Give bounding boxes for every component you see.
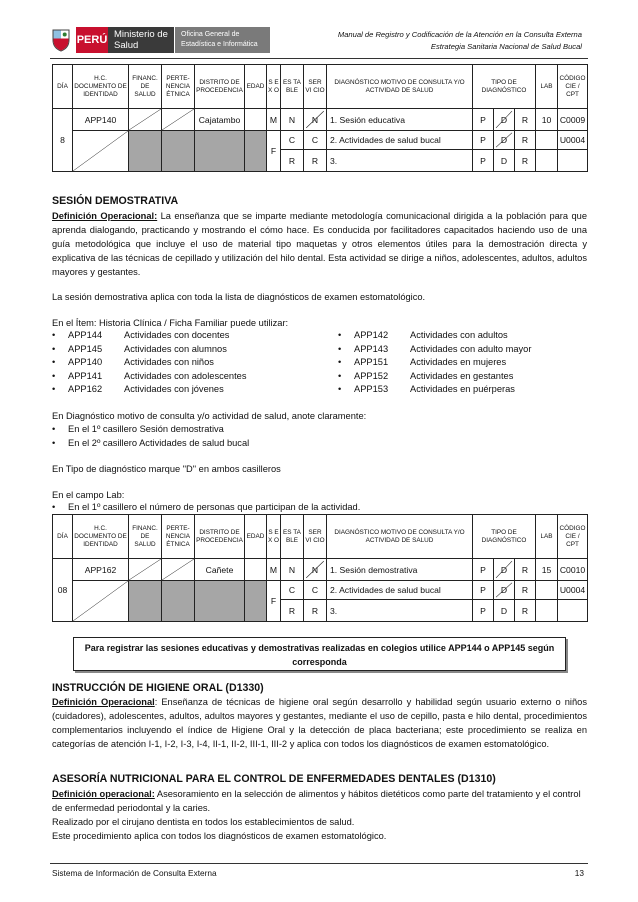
financ-shaded-cell [129, 131, 162, 172]
ser-cell: N [304, 559, 327, 581]
header-tipo: TIPO DE DIAGNÓSTICO [473, 65, 536, 109]
diag-intro: En Diagnóstico motivo de consulta y/o actividad de salud, anote claramente: [52, 411, 367, 421]
lab-list [52, 501, 360, 515]
edad-shaded-cell [245, 131, 267, 172]
hc-cell: APP162 [73, 559, 129, 581]
diag-list [52, 423, 249, 450]
diagnostico-cell: 2. Actividades de salud bucal [327, 131, 473, 150]
asesoria-definition-label: Definición operacional: [52, 789, 155, 799]
pertenencia-shaded-cell [162, 581, 195, 622]
diagnostico-cell: 2. Actividades de salud bucal [327, 581, 473, 600]
list-item: • APP145 Actividades con alumnos [52, 343, 227, 354]
header-financ: FINANC. DE SALUD [129, 65, 162, 109]
diagnostico-cell: 3. [327, 600, 473, 622]
tipo-r-cell: R [515, 109, 536, 131]
list-item: • APP142 Actividades con adultos [338, 330, 508, 340]
header-pertenencia: PERTE- NENCIA ÉTNICA [162, 515, 195, 559]
tipo-p-cell: P [473, 109, 494, 131]
sesion-definition-text: La enseñanza que se imparte mediante metodología comunicacional dirigida a la población para que aprenda dialogando, practicando y mostrando el cómo hace. Es conducida por facilitadores capacitados haciendo uso de una guía metodológica que incluye el uso de material tipo maquetas y otros elementos útiles para la demostración directa y explicativa de las técnicas de cepillado y utilización del hilo dental. Esta actividad se dirige a niños, adolescentes, adultos, adultos mayores y gestantes. [52, 211, 587, 277]
dia-cell: 8 [53, 109, 73, 172]
header-lab: LAB [536, 515, 558, 559]
lab-intro: En el campo Lab: [52, 490, 125, 500]
asesoria-line3: Este procedimiento aplica con todos los diagnósticos de examen estomatológico. [52, 831, 387, 841]
diagnostico-cell: 3. [327, 150, 473, 172]
footer-title: Sistema de Información de Consulta Externa [52, 868, 217, 878]
header-distrito: DISTRITO DE PROCEDENCIA [195, 515, 245, 559]
sesion-item-intro: En el Ítem: Historia Clínica / Ficha Familiar puede utilizar: [52, 318, 289, 328]
list-item: • APP151 Actividades en mujeres [338, 357, 507, 368]
codigo-cell [558, 600, 588, 622]
hc-blank-cell [73, 131, 129, 172]
tipo-r-cell: R [515, 600, 536, 622]
es-cell: R [281, 150, 304, 172]
list-item: • En el 1º casillero el número de personas que participan de la actividad. [52, 502, 361, 512]
codigo-cell: U0004 [558, 131, 588, 150]
ser-cell: N [304, 109, 327, 131]
financ-cell [129, 559, 162, 581]
tipo-p-cell: P [473, 600, 494, 622]
coat-of-arms-icon [50, 27, 72, 53]
hc-blank-cell [73, 581, 129, 622]
lab-cell: 15 [536, 559, 558, 581]
list-item: • APP152 Actividades en gestantes [338, 370, 514, 381]
header-hc: H.C. DOCUMENTO DE IDENTIDAD [73, 515, 129, 559]
sesion-definition [52, 209, 587, 279]
list-item: • APP143 Actividades con adulto mayor [338, 343, 532, 354]
asesoria-line2: Realizado por el cirujano dentista en todos los establecimientos de salud. [52, 817, 355, 827]
tipo-d-cell: D [494, 581, 515, 600]
header-pertenencia: PERTE- NENCIA ÉTNICA [162, 65, 195, 109]
ser-cell: C [304, 581, 327, 600]
ministerio-label: Ministerio de Salud [108, 27, 174, 53]
header-diagnostico: DIAGNÓSTICO MOTIVO DE CONSULTA Y/O ACTIVIDAD DE SALUD [327, 515, 473, 559]
minsa-logo [50, 27, 270, 53]
page-number: 13 [574, 868, 584, 878]
financ-cell [129, 109, 162, 131]
manual-title-line1: Manual de Registro y Codificación de la Atención en la Consulta Externa [337, 30, 582, 39]
diagnostico-cell: 1. Sesión demostrativa [327, 559, 473, 581]
sexo-f-cell: F [267, 581, 281, 622]
instruccion-definition-text: : Enseñanza de técnicas de higiene oral según desarrollo y habilidad según usuario externo o niños (cuidadores), adolescentes, adultos, adultos mayores y gestantes, mediante el uso de cepillo, pasta e hilo dental, procedimientos complementarios incluyendo el índice de Higiene Oral y la detección de placa bacteriana; este procedimiento se realiza en categorías de atención I-1, I-2, I-3, I-4, II-1, II-2, III-1, III-2 y aplica con todos los diagnósticos de examen estomatológico. [52, 697, 587, 749]
list-item: • APP162 Actividades con jóvenes [52, 384, 224, 395]
header-hc: H.C. DOCUMENTO DE IDENTIDAD [73, 65, 129, 109]
sesion-definition-label: Definición Operacional: [52, 211, 158, 221]
header-estable: ES TA BLE [281, 515, 304, 559]
codes-right-list [338, 329, 531, 397]
registro-table-2 [52, 514, 588, 622]
lab-cell: 10 [536, 109, 558, 131]
registro-table-1 [52, 64, 588, 172]
header-lab: LAB [536, 65, 558, 109]
lab-cell [536, 150, 558, 172]
tipo-p-cell: P [473, 581, 494, 600]
list-item: • APP144 Actividades con docentes [52, 330, 230, 340]
peru-label: PERÚ [76, 27, 108, 53]
es-cell: R [281, 600, 304, 622]
ser-cell: C [304, 131, 327, 150]
tipo-r-cell: R [515, 559, 536, 581]
header-dia: DÍA [53, 515, 73, 559]
header-tipo: TIPO DE DIAGNÓSTICO [473, 515, 536, 559]
list-item: • APP140 Actividades con niños [52, 357, 214, 368]
codes-left-list [52, 329, 247, 397]
instruccion-title: INSTRUCCIÓN DE HIGIENE ORAL (D1330) [52, 682, 264, 694]
instruccion-definition [52, 695, 587, 751]
header-edad: EDAD [245, 515, 267, 559]
tipo-p-cell: P [473, 131, 494, 150]
tipo-d-cell: D [494, 109, 515, 131]
oficina-label: Oficina General de Estadística e Informática [174, 27, 270, 53]
footer-rule [50, 863, 588, 864]
pertenencia-shaded-cell [162, 131, 195, 172]
lab-cell [536, 581, 558, 600]
hc-cell: APP140 [73, 109, 129, 131]
es-cell: N [281, 559, 304, 581]
header-financ: FINANC. DE SALUD [129, 515, 162, 559]
list-item: • En el 2º casillero Actividades de salud bucal [52, 437, 250, 448]
header-distrito: DISTRITO DE PROCEDENCIA [195, 65, 245, 109]
header-diagnostico: DIAGNÓSTICO MOTIVO DE CONSULTA Y/O ACTIVIDAD DE SALUD [327, 65, 473, 109]
lab-cell [536, 600, 558, 622]
codigo-cell: C0009 [558, 109, 588, 131]
es-cell: N [281, 109, 304, 131]
asesoria-definition-text: Asesoramiento en la selección de alimentos y hábitos dietéticos como parte del tratamiento y el control de enfermedad periodontal y la caries. [52, 789, 581, 813]
sexo-m-cell: M [267, 109, 281, 131]
list-item: • En el 1º casillero Sesión demostrativa [52, 424, 224, 434]
tipo-p-cell: P [473, 559, 494, 581]
asesoria-definition [52, 787, 587, 815]
distrito-cell: Cajatambo [195, 109, 245, 131]
es-cell: C [281, 581, 304, 600]
distrito-shaded-cell [195, 581, 245, 622]
tipo-r-cell: R [515, 131, 536, 150]
es-cell: C [281, 131, 304, 150]
tipo-d-cell: D [494, 600, 515, 622]
header-estable: ES TA BLE [281, 65, 304, 109]
instruccion-definition-label: Definición Operacional [52, 697, 155, 707]
header-dia: DÍA [53, 65, 73, 109]
header-servicio: SER VI CIO [304, 65, 327, 109]
tipo-d-cell: D [494, 131, 515, 150]
ser-cell: R [304, 600, 327, 622]
page-header [0, 0, 638, 62]
dia-cell: 08 [53, 559, 73, 622]
list-item: • APP141 Actividades con adolescentes [52, 370, 247, 381]
sesion-applies: La sesión demostrativa aplica con toda la lista de diagnósticos de examen estomatológico. [52, 292, 426, 302]
tipo-r-cell: R [515, 150, 536, 172]
header-edad: EDAD [245, 65, 267, 109]
sexo-f-cell: F [267, 131, 281, 172]
codigo-cell [558, 150, 588, 172]
asesoria-title: ASESORÍA NUTRICIONAL PARA EL CONTROL DE ENFERMEDADES DENTALES (D1310) [52, 773, 496, 785]
tipo-instruction: En Tipo de diagnóstico marque "D" en ambos casilleros [52, 464, 281, 474]
edad-cell [245, 109, 267, 131]
manual-title-line2: Estrategia Sanitaria Nacional de Salud Bucal [430, 42, 582, 51]
tipo-d-cell: D [494, 559, 515, 581]
pertenencia-cell [162, 559, 195, 581]
financ-shaded-cell [129, 581, 162, 622]
tipo-d-cell: D [494, 150, 515, 172]
manual-title [338, 29, 582, 53]
header-codigo: CÓDIGO CIE / CPT [558, 515, 588, 559]
header-sexo: S E X O [267, 65, 281, 109]
header-servicio: SER VI CIO [304, 515, 327, 559]
codigo-cell: C0010 [558, 559, 588, 581]
note-box: Para registrar las sesiones educativas y demostrativas realizadas en colegios utilice APP144 o APP145 según corresponda [73, 637, 566, 671]
tipo-p-cell: P [473, 150, 494, 172]
distrito-shaded-cell [195, 131, 245, 172]
header-rule [50, 58, 588, 59]
ser-cell: R [304, 150, 327, 172]
diagnostico-cell: 1. Sesión educativa [327, 109, 473, 131]
codigo-cell: U0004 [558, 581, 588, 600]
sexo-m-cell: M [267, 559, 281, 581]
sesion-title: SESIÓN DEMOSTRATIVA [52, 195, 179, 207]
pertenencia-cell [162, 109, 195, 131]
edad-shaded-cell [245, 581, 267, 622]
header-codigo: CÓDIGO CIE / CPT [558, 65, 588, 109]
list-item: • APP153 Actividades en puérperas [338, 384, 515, 395]
tipo-r-cell: R [515, 581, 536, 600]
distrito-cell: Cañete [195, 559, 245, 581]
edad-cell [245, 559, 267, 581]
header-sexo: S E X O [267, 515, 281, 559]
lab-cell [536, 131, 558, 150]
